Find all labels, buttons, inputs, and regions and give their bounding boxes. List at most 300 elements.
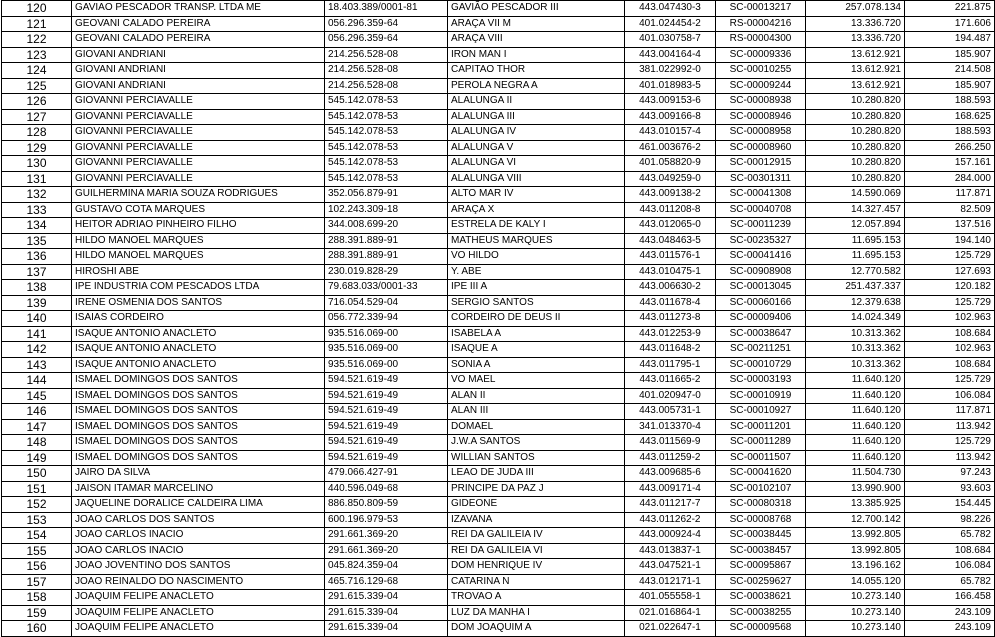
cell-row-number: 138	[2, 280, 72, 296]
cell-value: 10.280.820	[806, 140, 905, 156]
cell-quantity: 108.684	[905, 326, 995, 342]
cell-registry-number: 443.009171-4	[625, 481, 716, 497]
cell-owner-name: JAIRO DA SILVA	[72, 466, 325, 482]
table-row	[2, 373, 995, 389]
cell-document-id: 352.056.879-91	[325, 187, 448, 203]
table-row	[2, 202, 995, 218]
cell-value: 13.196.162	[806, 559, 905, 575]
cell-row-number: 159	[2, 605, 72, 621]
cell-document-id: 886.850.809-59	[325, 497, 448, 513]
cell-row-number: 157	[2, 574, 72, 590]
cell-quantity: 102.963	[905, 342, 995, 358]
cell-owner-name: JOAQUIM FELIPE ANACLETO	[72, 590, 325, 606]
cell-permit-number: SC-00011239	[716, 218, 806, 234]
cell-quantity: 117.871	[905, 404, 995, 420]
cell-quantity: 284.000	[905, 171, 995, 187]
table-row	[2, 481, 995, 497]
cell-document-id: 288.391.889-91	[325, 249, 448, 265]
cell-document-id: 545.142.078-53	[325, 109, 448, 125]
cell-document-id: 291.661.369-20	[325, 543, 448, 559]
cell-vessel-name: ESTRELA DE KALY I	[448, 218, 625, 234]
cell-vessel-name: REI DA GALILEIA VI	[448, 543, 625, 559]
cell-vessel-name: ALALUNGA VI	[448, 156, 625, 172]
cell-owner-name: ISMAEL DOMINGOS DOS SANTOS	[72, 404, 325, 420]
cell-vessel-name: VO HILDO	[448, 249, 625, 265]
cell-permit-number: SC-00013045	[716, 280, 806, 296]
table-row	[2, 311, 995, 327]
cell-permit-number: SC-00038255	[716, 605, 806, 621]
cell-row-number: 126	[2, 94, 72, 110]
cell-document-id: 465.716.129-68	[325, 574, 448, 590]
cell-value: 10.273.140	[806, 605, 905, 621]
cell-row-number: 125	[2, 78, 72, 94]
cell-row-number: 124	[2, 63, 72, 79]
cell-document-id: 545.142.078-53	[325, 94, 448, 110]
cell-quantity: 106.084	[905, 559, 995, 575]
cell-value: 12.700.142	[806, 512, 905, 528]
table-row	[2, 125, 995, 141]
cell-owner-name: ISAIAS CORDEIRO	[72, 311, 325, 327]
cell-vessel-name: ALTO MAR IV	[448, 187, 625, 203]
cell-vessel-name: Y. ABE	[448, 264, 625, 280]
cell-document-id: 291.615.339-04	[325, 621, 448, 637]
table-row	[2, 559, 995, 575]
cell-quantity: 194.140	[905, 233, 995, 249]
cell-quantity: 125.729	[905, 435, 995, 451]
cell-permit-number: SC-00041416	[716, 249, 806, 265]
cell-value: 10.313.362	[806, 357, 905, 373]
cell-document-id: 79.683.033/0001-33	[325, 280, 448, 296]
cell-document-id: 214.256.528-08	[325, 63, 448, 79]
cell-vessel-name: DOMAEL	[448, 419, 625, 435]
cell-vessel-name: CORDEIRO DE DEUS II	[448, 311, 625, 327]
cell-row-number: 121	[2, 16, 72, 32]
cell-value: 10.280.820	[806, 94, 905, 110]
cell-permit-number: SC-00009568	[716, 621, 806, 637]
cell-owner-name: GIOVANI ANDRIANI	[72, 78, 325, 94]
cell-owner-name: GIOVANNI PERCIAVALLE	[72, 109, 325, 125]
cell-registry-number: 443.011273-8	[625, 311, 716, 327]
cell-registry-number: 443.011576-1	[625, 249, 716, 265]
cell-owner-name: JOAQUIM FELIPE ANACLETO	[72, 605, 325, 621]
cell-quantity: 243.109	[905, 605, 995, 621]
cell-quantity: 106.084	[905, 388, 995, 404]
table-row	[2, 450, 995, 466]
cell-permit-number: SC-00003193	[716, 373, 806, 389]
cell-document-id: 594.521.619-49	[325, 404, 448, 420]
cell-value: 14.055.120	[806, 574, 905, 590]
cell-quantity: 266.250	[905, 140, 995, 156]
cell-row-number: 151	[2, 481, 72, 497]
table-row	[2, 326, 995, 342]
cell-value: 10.280.820	[806, 109, 905, 125]
cell-row-number: 127	[2, 109, 72, 125]
table-row	[2, 94, 995, 110]
cell-value: 14.327.457	[806, 202, 905, 218]
cell-value: 11.504.730	[806, 466, 905, 482]
table-row	[2, 466, 995, 482]
cell-vessel-name: CATARINA N	[448, 574, 625, 590]
cell-permit-number: SC-00013217	[716, 1, 806, 17]
cell-permit-number: SC-00038621	[716, 590, 806, 606]
cell-registry-number: 443.011259-2	[625, 450, 716, 466]
cell-vessel-name: ARAÇA VII M	[448, 16, 625, 32]
cell-document-id: 479.066.427-91	[325, 466, 448, 482]
cell-quantity: 171.606	[905, 16, 995, 32]
cell-value: 11.640.120	[806, 404, 905, 420]
cell-quantity: 108.684	[905, 543, 995, 559]
cell-permit-number: SC-00011507	[716, 450, 806, 466]
cell-owner-name: JAISON ITAMAR MARCELINO	[72, 481, 325, 497]
cell-quantity: 194.487	[905, 32, 995, 48]
cell-document-id: 102.243.309-18	[325, 202, 448, 218]
cell-vessel-name: ALALUNGA III	[448, 109, 625, 125]
cell-document-id: 594.521.619-49	[325, 373, 448, 389]
cell-row-number: 133	[2, 202, 72, 218]
cell-row-number: 158	[2, 590, 72, 606]
cell-vessel-name: SERGIO SANTOS	[448, 295, 625, 311]
cell-value: 13.612.921	[806, 47, 905, 63]
cell-quantity: 125.729	[905, 373, 995, 389]
cell-document-id: 594.521.619-49	[325, 435, 448, 451]
cell-owner-name: ISMAEL DOMINGOS DOS SANTOS	[72, 450, 325, 466]
cell-permit-number: SC-00908908	[716, 264, 806, 280]
table-row	[2, 32, 995, 48]
cell-quantity: 113.942	[905, 419, 995, 435]
cell-permit-number: SC-00012915	[716, 156, 806, 172]
cell-owner-name: JAQUELINE DORALICE CALDEIRA LIMA	[72, 497, 325, 513]
cell-permit-number: SC-00009336	[716, 47, 806, 63]
cell-value: 13.990.900	[806, 481, 905, 497]
cell-document-id: 545.142.078-53	[325, 125, 448, 141]
cell-value: 11.695.153	[806, 233, 905, 249]
cell-value: 13.612.921	[806, 63, 905, 79]
cell-owner-name: GIOVANNI PERCIAVALLE	[72, 171, 325, 187]
table-row	[2, 528, 995, 544]
cell-document-id: 545.142.078-53	[325, 171, 448, 187]
cell-vessel-name: IPE III A	[448, 280, 625, 296]
cell-quantity: 157.161	[905, 156, 995, 172]
cell-row-number: 160	[2, 621, 72, 637]
cell-owner-name: GIOVANNI PERCIAVALLE	[72, 156, 325, 172]
cell-vessel-name: CAPITAO THOR	[448, 63, 625, 79]
cell-owner-name: HIROSHI ABE	[72, 264, 325, 280]
cell-row-number: 142	[2, 342, 72, 358]
cell-permit-number: SC-00009406	[716, 311, 806, 327]
table-row	[2, 233, 995, 249]
cell-owner-name: IPE INDUSTRIA COM PESCADOS LTDA	[72, 280, 325, 296]
cell-quantity: 117.871	[905, 187, 995, 203]
cell-quantity: 166.458	[905, 590, 995, 606]
cell-document-id: 935.516.069-00	[325, 357, 448, 373]
cell-row-number: 149	[2, 450, 72, 466]
cell-owner-name: JOAO CARLOS DOS SANTOS	[72, 512, 325, 528]
cell-registry-number: 401.055558-1	[625, 590, 716, 606]
cell-document-id: 291.615.339-04	[325, 605, 448, 621]
table-row	[2, 171, 995, 187]
table-row	[2, 264, 995, 280]
cell-registry-number: 443.012171-1	[625, 574, 716, 590]
cell-permit-number: SC-00008958	[716, 125, 806, 141]
cell-owner-name: JOAO JOVENTINO DOS SANTOS	[72, 559, 325, 575]
cell-value: 13.385.925	[806, 497, 905, 513]
cell-registry-number: 443.000924-4	[625, 528, 716, 544]
cell-document-id: 291.615.339-04	[325, 590, 448, 606]
cell-vessel-name: GIDEONE	[448, 497, 625, 513]
cell-permit-number: SC-00008946	[716, 109, 806, 125]
cell-owner-name: GUSTAVO COTA MARQUES	[72, 202, 325, 218]
cell-permit-number: SC-00235327	[716, 233, 806, 249]
cell-row-number: 139	[2, 295, 72, 311]
cell-vessel-name: ISAQUE A	[448, 342, 625, 358]
cell-row-number: 120	[2, 1, 72, 17]
table-row	[2, 47, 995, 63]
cell-value: 10.280.820	[806, 171, 905, 187]
cell-permit-number: SC-00010255	[716, 63, 806, 79]
cell-permit-number: SC-00259627	[716, 574, 806, 590]
cell-owner-name: ISMAEL DOMINGOS DOS SANTOS	[72, 373, 325, 389]
table-row	[2, 249, 995, 265]
cell-owner-name: GEOVANI CALADO PEREIRA	[72, 32, 325, 48]
cell-owner-name: ISAQUE ANTONIO ANACLETO	[72, 357, 325, 373]
cell-registry-number: 443.011665-2	[625, 373, 716, 389]
table-row	[2, 342, 995, 358]
table-row	[2, 140, 995, 156]
table-row	[2, 574, 995, 590]
cell-permit-number: SC-00011201	[716, 419, 806, 435]
cell-owner-name: IRENE OSMENIA DOS SANTOS	[72, 295, 325, 311]
cell-permit-number: SC-00010919	[716, 388, 806, 404]
cell-permit-number: SC-00095867	[716, 559, 806, 575]
cell-quantity: 137.516	[905, 218, 995, 234]
cell-quantity: 98.226	[905, 512, 995, 528]
cell-value: 11.640.120	[806, 450, 905, 466]
cell-vessel-name: PEROLA NEGRA A	[448, 78, 625, 94]
cell-vessel-name: LEAO DE JUDA III	[448, 466, 625, 482]
table-row	[2, 621, 995, 637]
cell-quantity: 65.782	[905, 528, 995, 544]
cell-row-number: 128	[2, 125, 72, 141]
cell-row-number: 135	[2, 233, 72, 249]
cell-registry-number: 443.009138-2	[625, 187, 716, 203]
cell-owner-name: HEITOR ADRIAO PINHEIRO FILHO	[72, 218, 325, 234]
cell-permit-number: RS-00004216	[716, 16, 806, 32]
cell-registry-number: 443.049259-0	[625, 171, 716, 187]
cell-document-id: 344.008.699-20	[325, 218, 448, 234]
cell-vessel-name: ALAN III	[448, 404, 625, 420]
cell-row-number: 122	[2, 32, 72, 48]
cell-registry-number: 401.058820-9	[625, 156, 716, 172]
cell-document-id: 045.824.359-04	[325, 559, 448, 575]
table-row	[2, 16, 995, 32]
cell-row-number: 147	[2, 419, 72, 435]
cell-quantity: 185.907	[905, 78, 995, 94]
table-row	[2, 404, 995, 420]
cell-registry-number: 401.020947-0	[625, 388, 716, 404]
cell-owner-name: JOAO CARLOS INACIO	[72, 543, 325, 559]
table-row	[2, 187, 995, 203]
cell-quantity: 102.963	[905, 311, 995, 327]
cell-registry-number: 443.047521-1	[625, 559, 716, 575]
table-row	[2, 543, 995, 559]
cell-permit-number: SC-00010729	[716, 357, 806, 373]
cell-registry-number: 443.011208-8	[625, 202, 716, 218]
cell-owner-name: JOAQUIM FELIPE ANACLETO	[72, 621, 325, 637]
table-row	[2, 295, 995, 311]
cell-row-number: 140	[2, 311, 72, 327]
cell-vessel-name: VO MAEL	[448, 373, 625, 389]
table-row	[2, 218, 995, 234]
cell-permit-number: RS-00004300	[716, 32, 806, 48]
cell-registry-number: 443.009153-6	[625, 94, 716, 110]
cell-permit-number: SC-00008960	[716, 140, 806, 156]
cell-registry-number: 443.012253-9	[625, 326, 716, 342]
cell-row-number: 150	[2, 466, 72, 482]
cell-row-number: 143	[2, 357, 72, 373]
cell-vessel-name: ALAN II	[448, 388, 625, 404]
cell-permit-number: SC-00038647	[716, 326, 806, 342]
table-row	[2, 605, 995, 621]
cell-document-id: 545.142.078-53	[325, 140, 448, 156]
cell-permit-number: SC-00060166	[716, 295, 806, 311]
cell-registry-number: 443.010475-1	[625, 264, 716, 280]
cell-permit-number: SC-00038445	[716, 528, 806, 544]
cell-document-id: 056.296.359-64	[325, 32, 448, 48]
cell-registry-number: 443.011648-2	[625, 342, 716, 358]
cell-document-id: 214.256.528-08	[325, 78, 448, 94]
cell-document-id: 440.596.049-68	[325, 481, 448, 497]
cell-document-id: 18.403.389/0001-81	[325, 1, 448, 17]
cell-vessel-name: PRINCIPE DA PAZ J	[448, 481, 625, 497]
cell-vessel-name: DOM HENRIQUE IV	[448, 559, 625, 575]
cell-value: 11.695.153	[806, 249, 905, 265]
table-row	[2, 357, 995, 373]
cell-value: 13.992.805	[806, 528, 905, 544]
cell-vessel-name: J.W.A SANTOS	[448, 435, 625, 451]
cell-value: 10.280.820	[806, 156, 905, 172]
cell-vessel-name: TROVAO A	[448, 590, 625, 606]
cell-quantity: 154.445	[905, 497, 995, 513]
cell-permit-number: SC-00211251	[716, 342, 806, 358]
cell-vessel-name: ALALUNGA II	[448, 94, 625, 110]
cell-vessel-name: ISABELA A	[448, 326, 625, 342]
cell-value: 10.273.140	[806, 621, 905, 637]
cell-value: 10.280.820	[806, 125, 905, 141]
cell-owner-name: ISMAEL DOMINGOS DOS SANTOS	[72, 388, 325, 404]
cell-registry-number: 443.009166-8	[625, 109, 716, 125]
cell-value: 11.640.120	[806, 373, 905, 389]
cell-row-number: 156	[2, 559, 72, 575]
cell-registry-number: 401.018983-5	[625, 78, 716, 94]
cell-row-number: 153	[2, 512, 72, 528]
cell-vessel-name: REI DA GALILEIA IV	[448, 528, 625, 544]
cell-document-id: 935.516.069-00	[325, 326, 448, 342]
cell-permit-number: SC-00040708	[716, 202, 806, 218]
table-row	[2, 388, 995, 404]
cell-value: 10.313.362	[806, 342, 905, 358]
cell-vessel-name: ALALUNGA VIII	[448, 171, 625, 187]
cell-document-id: 935.516.069-00	[325, 342, 448, 358]
cell-document-id: 288.391.889-91	[325, 233, 448, 249]
cell-quantity: 221.875	[905, 1, 995, 17]
table-row	[2, 419, 995, 435]
cell-quantity: 127.693	[905, 264, 995, 280]
cell-quantity: 188.593	[905, 94, 995, 110]
cell-document-id: 056.296.359-64	[325, 16, 448, 32]
cell-registry-number: 443.013837-1	[625, 543, 716, 559]
cell-value: 13.336.720	[806, 16, 905, 32]
table-row	[2, 512, 995, 528]
cell-row-number: 148	[2, 435, 72, 451]
cell-quantity: 125.729	[905, 249, 995, 265]
cell-quantity: 188.593	[905, 125, 995, 141]
cell-vessel-name: SONIA A	[448, 357, 625, 373]
cell-vessel-name: GAVIÃO PESCADOR III	[448, 1, 625, 17]
cell-owner-name: ISAQUE ANTONIO ANACLETO	[72, 326, 325, 342]
cell-owner-name: JOAO REINALDO DO NASCIMENTO	[72, 574, 325, 590]
cell-row-number: 132	[2, 187, 72, 203]
cell-registry-number: 401.030758-7	[625, 32, 716, 48]
cell-value: 13.612.921	[806, 78, 905, 94]
cell-owner-name: ISAQUE ANTONIO ANACLETO	[72, 342, 325, 358]
cell-document-id: 716.054.529-04	[325, 295, 448, 311]
cell-registry-number: 443.012065-0	[625, 218, 716, 234]
cell-row-number: 123	[2, 47, 72, 63]
cell-owner-name: HILDO MANOEL MARQUES	[72, 233, 325, 249]
cell-permit-number: SC-00011289	[716, 435, 806, 451]
cell-quantity: 185.907	[905, 47, 995, 63]
cell-value: 11.640.120	[806, 419, 905, 435]
cell-quantity: 65.782	[905, 574, 995, 590]
cell-permit-number: SC-00009244	[716, 78, 806, 94]
cell-quantity: 113.942	[905, 450, 995, 466]
cell-quantity: 125.729	[905, 295, 995, 311]
table-row	[2, 78, 995, 94]
cell-quantity: 108.684	[905, 357, 995, 373]
cell-value: 12.770.582	[806, 264, 905, 280]
cell-owner-name: HILDO MANOEL MARQUES	[72, 249, 325, 265]
cell-vessel-name: ARAÇA VIII	[448, 32, 625, 48]
cell-permit-number: SC-00041620	[716, 466, 806, 482]
cell-row-number: 141	[2, 326, 72, 342]
cell-value: 11.640.120	[806, 388, 905, 404]
cell-registry-number: 443.009685-6	[625, 466, 716, 482]
cell-vessel-name: ALALUNGA IV	[448, 125, 625, 141]
cell-registry-number: 443.005731-1	[625, 404, 716, 420]
cell-document-id: 230.019.828-29	[325, 264, 448, 280]
vessel-registry-table	[1, 0, 995, 637]
cell-quantity: 168.625	[905, 109, 995, 125]
cell-vessel-name: IZAVANA	[448, 512, 625, 528]
cell-registry-number: 443.006630-2	[625, 280, 716, 296]
cell-owner-name: JOAO CARLOS INACIO	[72, 528, 325, 544]
cell-value: 14.024.349	[806, 311, 905, 327]
cell-row-number: 136	[2, 249, 72, 265]
cell-document-id: 594.521.619-49	[325, 419, 448, 435]
cell-registry-number: 341.013370-4	[625, 419, 716, 435]
cell-owner-name: GEOVANI CALADO PEREIRA	[72, 16, 325, 32]
table-row	[2, 497, 995, 513]
cell-owner-name: GAVIAO PESCADOR TRANSP. LTDA ME	[72, 1, 325, 17]
cell-registry-number: 443.011795-1	[625, 357, 716, 373]
cell-registry-number: 443.011262-2	[625, 512, 716, 528]
table-row	[2, 280, 995, 296]
cell-row-number: 137	[2, 264, 72, 280]
cell-row-number: 129	[2, 140, 72, 156]
cell-quantity: 93.603	[905, 481, 995, 497]
table-row	[2, 63, 995, 79]
cell-value: 14.590.069	[806, 187, 905, 203]
